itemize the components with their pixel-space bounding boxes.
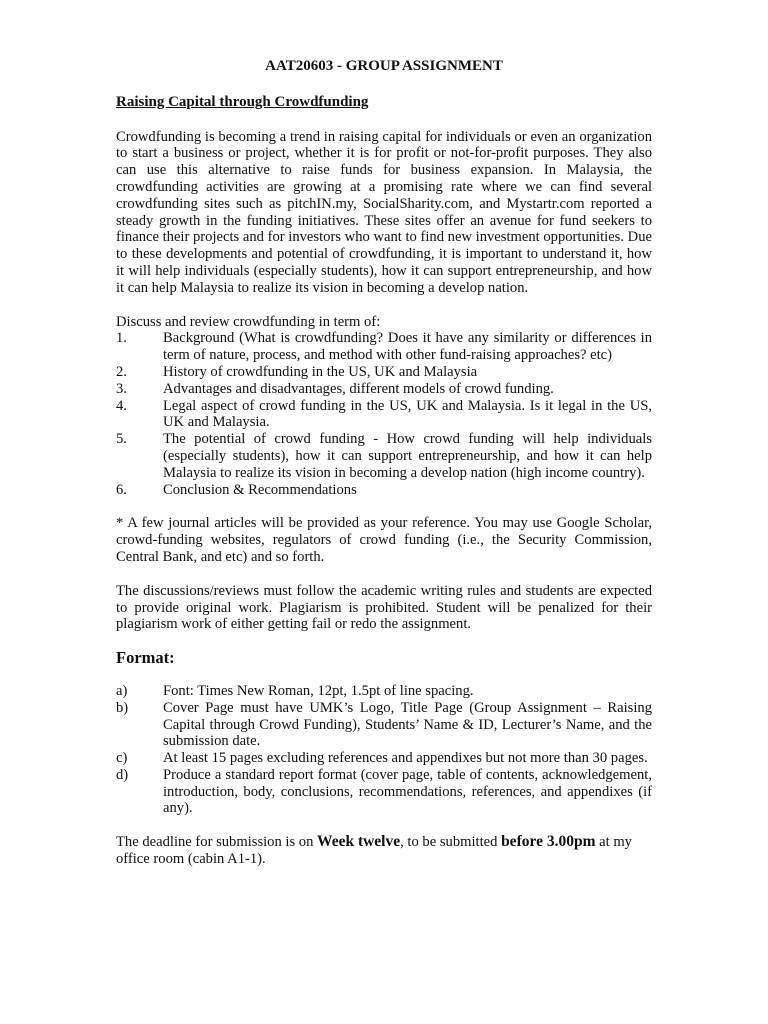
format-list xyxy=(116,683,652,817)
list-item-letter: b) xyxy=(116,699,129,716)
list-item-number: 1. xyxy=(116,330,127,347)
list-item xyxy=(116,683,652,700)
list-item-text: The potential of crowd funding - How crowd funding will help individuals (especially students), how it can support entrepreneurship, and how it can help Malaysia to realize its vision in becoming a develop nation (high income country). xyxy=(163,431,652,481)
format-heading: Format: xyxy=(116,648,175,668)
list-item-letter: c) xyxy=(116,750,128,767)
discuss-list xyxy=(116,330,652,498)
list-item-number: 6. xyxy=(116,481,127,498)
list-item xyxy=(116,364,652,381)
list-item-text: Produce a standard report format (cover page, table of contents, acknowledgement, introduction, body, conclusions, recommendations, references, and appendixes (if any). xyxy=(163,766,652,817)
list-item-number: 5. xyxy=(116,431,127,448)
deadline-time: before 3.00pm xyxy=(501,833,596,851)
list-item xyxy=(116,330,652,364)
list-item xyxy=(116,767,652,817)
list-item-text: History of crowdfunding in the US, UK and Malaysia xyxy=(163,363,478,380)
list-item xyxy=(116,381,652,398)
list-item-number: 4. xyxy=(116,397,127,414)
deadline-middle: , to be submitted xyxy=(400,834,502,851)
document-page xyxy=(116,58,652,868)
rules-paragraph: The discussions/reviews must follow the academic writing rules and students are expected to provide original work. Plagiarism is prohibited. Student will be penalized for their plagiarism work of either getting fail or redo the assignment. xyxy=(116,582,652,633)
deadline-week: Week twelve xyxy=(317,833,401,851)
list-item-letter: a) xyxy=(116,682,128,699)
list-item xyxy=(116,700,652,750)
list-item-text: Conclusion & Recommendations xyxy=(163,481,357,498)
list-item-text: At least 15 pages excluding references and appendixes but not more than 30 pages. xyxy=(163,750,648,767)
list-item-text: Cover Page must have UMK’s Logo, Title Page (Group Assignment – Raising Capital through Crowd Funding), Students’ Name & ID, Lecturer’s Name, and the submission date. xyxy=(163,699,652,750)
reference-note: * A few journal articles will be provided as your reference. You may use Google Scholar, crowd-funding websites, regulators of crowd funding (i.e., the Security Commission, Central Bank, and etc) and so forth. xyxy=(116,515,652,565)
list-item xyxy=(116,431,652,481)
list-item-letter: d) xyxy=(116,766,129,783)
deadline-paragraph xyxy=(116,834,652,868)
page-subtitle: Raising Capital through Crowdfunding xyxy=(116,93,369,110)
deadline-prefix: The deadline for submission is on xyxy=(116,834,318,851)
intro-paragraph: Crowdfunding is becoming a trend in raising capital for individuals or even an organization to start a business or project, whether it is for profit or not-for-profit purposes. They also can use this alternative to raise funds for business expansion. In Malaysia, the crowdfunding activities are growing at a promising rate where we can find several crowdfunding sites such as pitchIN.my, SocialSharity.com, and Mystartr.com reported a steady growth in the funding initiatives. These sites offer an avenue for fund seekers to finance their projects and for investors who want to find new investment opportunities. Due to these developments and potential of crowdfunding, it is important to understand it, how it will help individuals (especially students), how it can support entrepreneurship, and how it can help Malaysia to realize its vision in becoming a develop nation. xyxy=(116,128,652,296)
list-item xyxy=(116,750,652,767)
list-item-number: 3. xyxy=(116,380,127,397)
list-item-number: 2. xyxy=(116,363,127,380)
list-item-text: Legal aspect of crowd funding in the US, UK and Malaysia. Is it legal in the US, UK and Malaysia. xyxy=(163,397,652,431)
deadline-suffix: at my office room (cabin A1-1). xyxy=(116,834,632,868)
page-title: AAT20603 - GROUP ASSIGNMENT xyxy=(265,58,503,74)
list-item-text: Font: Times New Roman, 12pt, 1.5pt of line spacing. xyxy=(163,682,474,699)
list-item-text: Background (What is crowdfunding? Does it have any similarity or differences in term of nature, process, and method with other fund-raising approaches? etc) xyxy=(163,330,652,364)
list-item xyxy=(116,482,652,499)
list-item xyxy=(116,398,652,432)
discuss-intro: Discuss and review crowdfunding in term of: xyxy=(116,313,381,330)
list-item-text: Advantages and disadvantages, different models of crowd funding. xyxy=(163,380,554,397)
